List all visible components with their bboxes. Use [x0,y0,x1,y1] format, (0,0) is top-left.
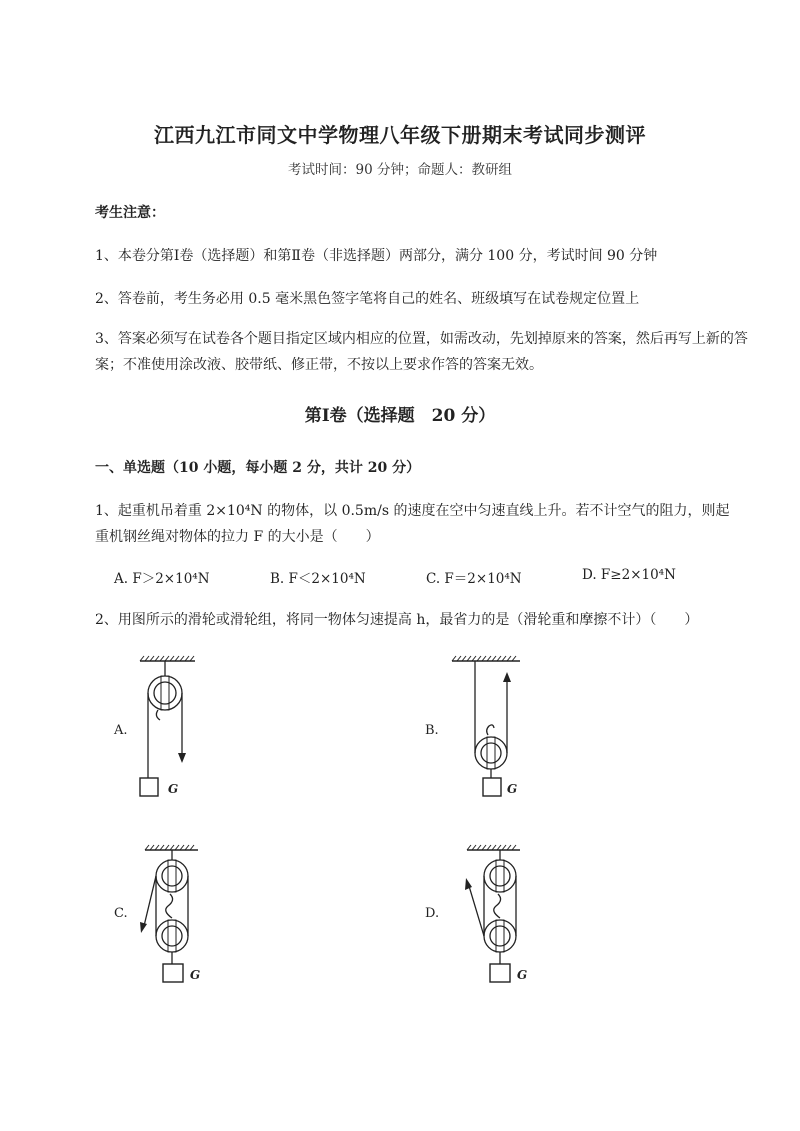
svg-text:G: G [507,782,518,796]
page-subtitle: 考试时间：90 分钟；命题人：教研组 [288,162,512,178]
svg-text:G: G [168,782,179,796]
notice-item-3: 3、答案必须写在试卷各个题目指定区域内相应的位置，如需改动，先划掉原来的答案，然后再写上新的答案；不准使用涂改液、胶带纸、修正带，不按以上要求作答的答案无效。 [95,331,748,373]
section-title: 第Ⅰ卷（选择题 20 分） [304,406,496,426]
pulley-diagram-a [125,650,225,810]
question-1-option-c[interactable]: C. F＝2×10⁴N [426,571,522,587]
svg-text:G: G [517,968,528,982]
pulley-diagram-c [130,840,230,1000]
question-1-stem-line1: 1、起重机吊着重 2×10⁴N 的物体，以 0.5m/s 的速度在空中匀速直线上升。若不计空气的阻力，则起 [95,503,730,519]
notice-item-2: 2、答卷前，考生务必用 0.5 毫米黑色签字笔将自己的姓名、班级填写在试卷规定位置上 [95,291,640,307]
notice-heading: 考生注意： [95,205,165,221]
question-2-option-a[interactable]: A. [114,723,128,738]
pulley-diagram-b [440,650,540,810]
question-2-stem: 2、用图所示的滑轮或滑轮组，将同一物体匀速提高 h，最省力的是（滑轮重和摩擦不计）（ ） [95,612,699,628]
question-1-option-b[interactable]: B. F＜2×10⁴N [270,571,366,587]
page-title: 江西九江市同文中学物理八年级下册期末考试同步测评 [154,123,646,147]
question-1-stem-line2: 重机钢丝绳对物体的拉力 F 的大小是（ ） [95,529,380,545]
pulley-diagram-d [445,840,545,1000]
question-1-option-a[interactable]: A. F＞2×10⁴N [114,571,210,587]
question-2-option-b[interactable]: B. [425,723,439,738]
question-1-option-d[interactable]: D. F≥2×10⁴N [582,567,676,583]
part-heading: 一、单选题（10 小题，每小题 2 分，共计 20 分） [95,460,421,476]
question-2-option-c[interactable]: C. [114,906,128,921]
notice-item-1: 1、本卷分第Ⅰ卷（选择题）和第Ⅱ卷（非选择题）两部分，满分 100 分，考试时间 90 分钟 [95,248,658,264]
svg-text:G: G [190,968,201,982]
question-2-option-d[interactable]: D. [425,906,440,921]
